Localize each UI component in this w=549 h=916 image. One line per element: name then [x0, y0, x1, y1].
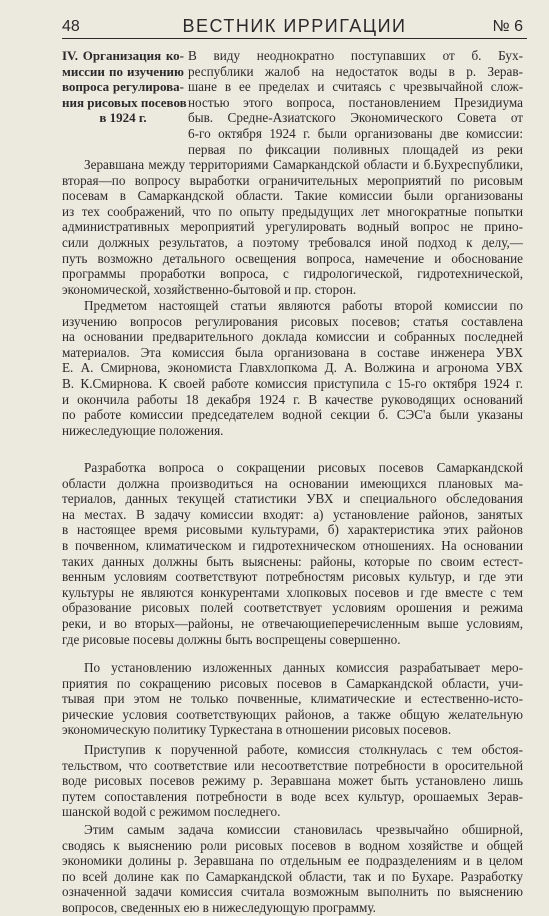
text-line: и окончила работы 18 декабря 1924 г. В качестве руководящих оснований — [62, 391, 523, 407]
text-line: по всей долине как по Самаркандской области, так и по Бухаре. Разработку — [62, 868, 523, 884]
text-line: Предметом настоящей статьи являются работы второй комиссии по — [84, 298, 523, 313]
section-title — [62, 48, 187, 126]
text-line: Зеравшана между территориями Самаркандской области и б.Бухреспублики, — [84, 157, 523, 172]
text-line: первая по фиксации поливных площадей из реки — [188, 141, 523, 157]
section-title-line: ния рисовых посевов — [62, 94, 187, 110]
text-line: республики жалоб на недостаток воды в р. Зерав- — [188, 63, 523, 79]
text-line: таких данных должны быть выяснены: районы, которые по своим естест- — [62, 553, 523, 569]
text-line: воде рисовых посевов режиму р. Зеравшана может быть установлено лишь — [62, 773, 523, 789]
text-line: по работе комиссии председателем водной секции б. СЭС'а были указаны — [62, 407, 523, 423]
text-line: приятия по сокращению рисовых посевов в Самаркандской области, учи- — [62, 675, 523, 691]
text-line: культуры не являются конкурентами хлопковых посевов и где вместе с тем — [62, 584, 523, 600]
text-line: из тех соображений, что по опыту предыдущих лет многократные попытки — [62, 203, 523, 219]
text-line: реки, и во вторых—районы, не отвечающиеперечисленным выше условиям, — [62, 615, 523, 631]
text-line: тывая при этом не только почвенные, климатические и естественно-исто- — [62, 691, 523, 707]
running-header — [62, 14, 527, 39]
body-paragraph — [62, 460, 523, 647]
text-line: программы проработки вопроса, с гидрологической, гидротехнической, — [62, 266, 523, 282]
text-line: нижеследующие положения. — [62, 422, 224, 438]
body-paragraph — [62, 822, 523, 916]
text-line: ностью этого вопроса, постановлением Президиума — [188, 94, 523, 110]
body-paragraph — [62, 298, 523, 438]
text-line: тельством, что соответствие или несоответствие потребности в оросительной — [62, 757, 523, 773]
text-line: изучению вопросов регулирования рисовых посевов; статья составлена — [62, 313, 523, 329]
text-line: вопросов, сведенных ею в нижеследующую программу. — [62, 899, 376, 915]
text-line: быв. Средне-Азиатского Экономического Совета от — [188, 110, 523, 126]
text-line: венным условиям соответствуют потребностям рисовых культур, и где эти — [62, 569, 523, 585]
section-title-line: миссии по изучению — [62, 63, 184, 79]
text-line: сводясь к выяснению роли рисовых посевов в водном хозяйстве и общей — [62, 837, 523, 853]
text-line: шане в ее пределах и считаясь с чрезвычайной слож- — [188, 79, 523, 95]
page-number: 48 — [62, 18, 80, 35]
text-line: По установлению изложенных данных комиссия разрабатывает меро- — [84, 660, 523, 675]
text-line: на местах. В задачу комиссии входят: а) установление районов, занятых — [62, 506, 523, 522]
text-line: в почвенном, климатическом и гидротехническом отношениях. На основании — [62, 537, 523, 553]
text-line: экономической, хозяйственно-бытовой и пр. сторон. — [62, 281, 357, 297]
text-line: где рисовые посевы должны быть воспрещены совершенно. — [62, 631, 401, 647]
text-line: области должна производиться на основании имеющихся плановых ма- — [62, 475, 523, 491]
issue-number: № 6 — [492, 18, 523, 35]
text-line: экономическую политику Туркестана в отношении рисовых посевов. — [62, 722, 452, 738]
text-line: означенной задачи комиссия считала возможным выполнить по выяснению — [62, 884, 523, 900]
intro-paragraph-wrapped — [188, 48, 523, 157]
journal-title: ВЕСТНИК ИРРИГАЦИИ — [182, 16, 407, 36]
text-line: Е. А. Смирнова, экономиста Главхлопкома Д. А. Волжина и агронома УВХ — [62, 360, 523, 376]
text-line: В. К.Смирнова. К своей работе комиссия приступила с 15-го октября 1924 г. — [62, 375, 523, 391]
section-title-line: в 1924 г. — [99, 110, 147, 126]
body-paragraph — [62, 742, 523, 820]
text-line: Приступив к порученной работе, комиссия столкнулась с тем обстоя- — [84, 742, 523, 757]
text-line: экономики долины р. Зеравшана по отдельным ее подразделениям и в целом — [62, 853, 523, 869]
text-line: на основании предварительного доклада комиссии и собранных последней — [62, 329, 523, 345]
text-line: Этим самым задача комиссии становилась чрезвычайно обширной, — [84, 822, 523, 837]
body-paragraph — [62, 660, 523, 738]
text-line: материалов. Эта комиссия была организована в составе инженера УВХ — [62, 344, 523, 360]
text-line: вторая—по вопросу выработки ограничительных мероприятий по рисовым — [62, 172, 523, 188]
text-line: посевам в Самаркандской области. Такие комиссии были организованы — [62, 188, 523, 204]
text-line: путь возможно детального освещения вопроса, намечение и обоснование — [62, 250, 523, 266]
text-line: в настоящее время рисовыми культурами, б) характеристика этих районов — [62, 522, 523, 538]
text-line: рические условия соответствующих районов, а также общую желательную — [62, 706, 523, 722]
section-title-line: вопроса регулирова- — [62, 79, 184, 95]
text-line: териалов, данных текущей статистики УВХ и специального обследования — [62, 491, 523, 507]
text-line: шанской водой с режимом последнего. — [62, 804, 281, 820]
text-line: административных мероприятий урегулировать водный вопрос не прино- — [62, 219, 523, 235]
text-line: путем сопоставления потребности в воде всех культур, орошаемых Зерав- — [62, 788, 523, 804]
text-line: В виду неоднократно поступавших от б. Бух- — [188, 48, 523, 63]
text-line: Разработка вопроса о сокращении рисовых посевов Самаркандской — [84, 460, 523, 475]
text-line: сили должных результатов, а поэтому требовался иной подход к делу,— — [62, 234, 523, 250]
intro-paragraph-full — [62, 157, 523, 297]
text-line: 6-го октября 1924 г. были организованы две комиссии: — [188, 125, 523, 141]
section-title-line: IV. Организация ко- — [62, 48, 184, 63]
text-line: образование рисовых полей соответствует условиям орошения и режима — [62, 600, 523, 616]
